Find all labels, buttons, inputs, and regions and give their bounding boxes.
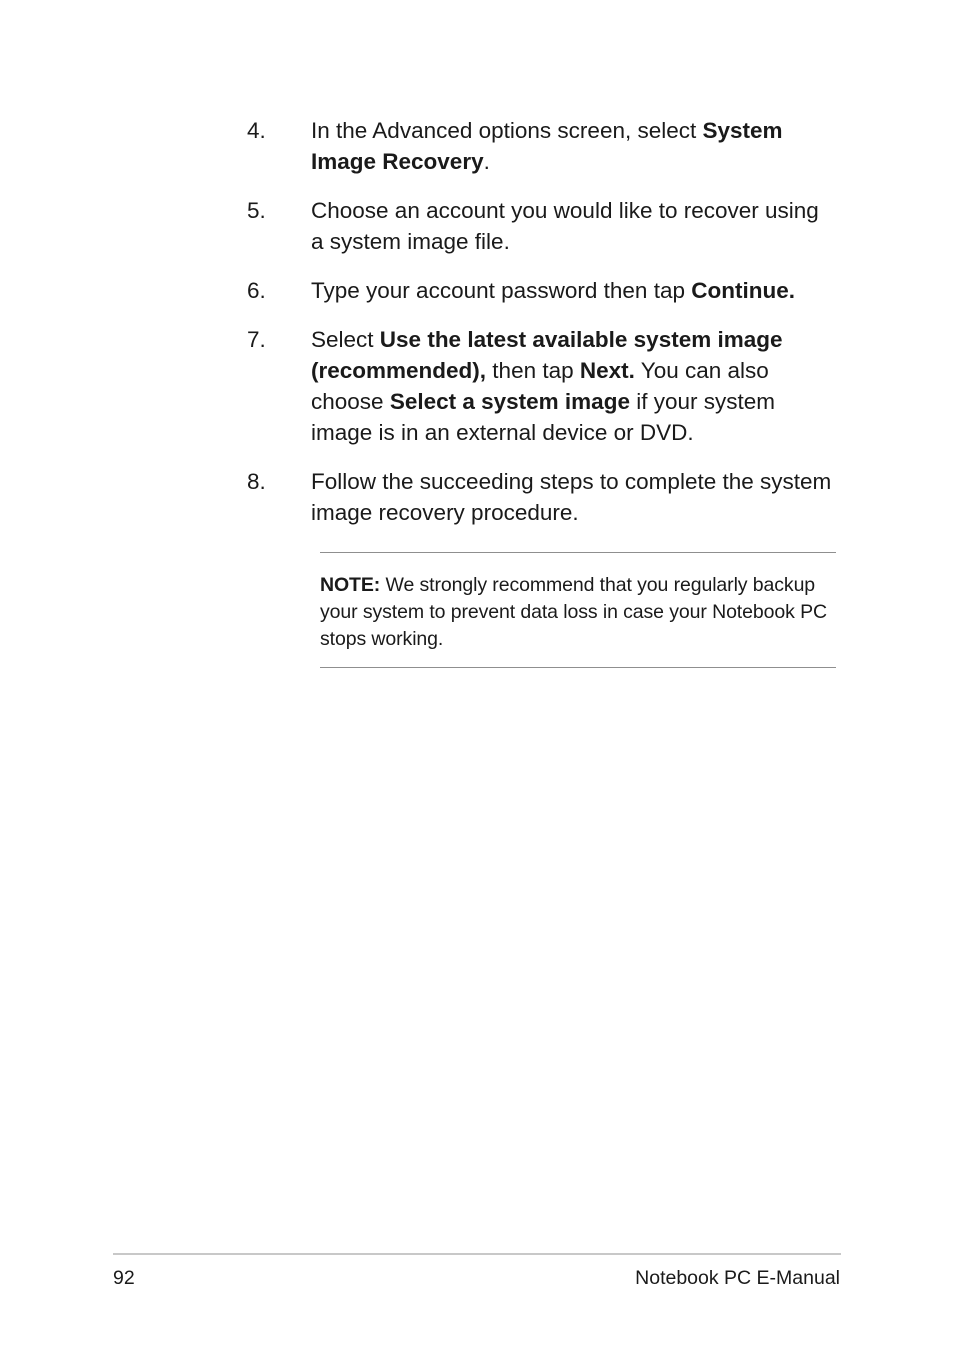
note-box <box>320 552 836 668</box>
step-8 <box>247 466 837 528</box>
emphasis-system-image-recovery: System Image Recovery <box>311 118 783 174</box>
page-number: 92 <box>113 1267 135 1289</box>
emphasis-select-system-image: Select a system image <box>389 389 630 414</box>
step-6 <box>247 275 837 306</box>
emphasis-use-latest-image: Use the latest available system image (recommended), <box>311 327 783 383</box>
step-text: Choose an account you would like to recover using a system image file. <box>311 198 819 254</box>
emphasis-continue: Continue. <box>691 278 795 303</box>
footer-divider <box>113 1253 841 1255</box>
step-number: 4. <box>247 118 266 143</box>
step-number: 6. <box>247 278 266 303</box>
emphasis-next: Next. <box>579 358 635 383</box>
step-7 <box>247 324 837 448</box>
step-number: 8. <box>247 469 266 494</box>
step-text: Type your account password then tap Continue. <box>311 278 795 303</box>
manual-title: Notebook PC E-Manual <box>635 1267 840 1289</box>
instruction-steps <box>247 115 837 546</box>
step-text: Select Use the latest available system image (recommended), then tap Next. You can also choose Select a system image if your system image is in an external device or DVD. <box>311 327 783 445</box>
step-text: Follow the succeeding steps to complete the system image recovery procedure. <box>311 469 832 525</box>
note-text: NOTE: We strongly recommend that you regularly backup your system to prevent data loss in case your Notebook PC stops working. <box>320 574 827 650</box>
step-text: In the Advanced options screen, select System Image Recovery. <box>311 118 783 174</box>
step-number: 5. <box>247 198 266 223</box>
step-number: 7. <box>247 327 266 352</box>
note-label: NOTE: <box>320 574 381 596</box>
step-4 <box>247 115 837 177</box>
step-5 <box>247 195 837 257</box>
